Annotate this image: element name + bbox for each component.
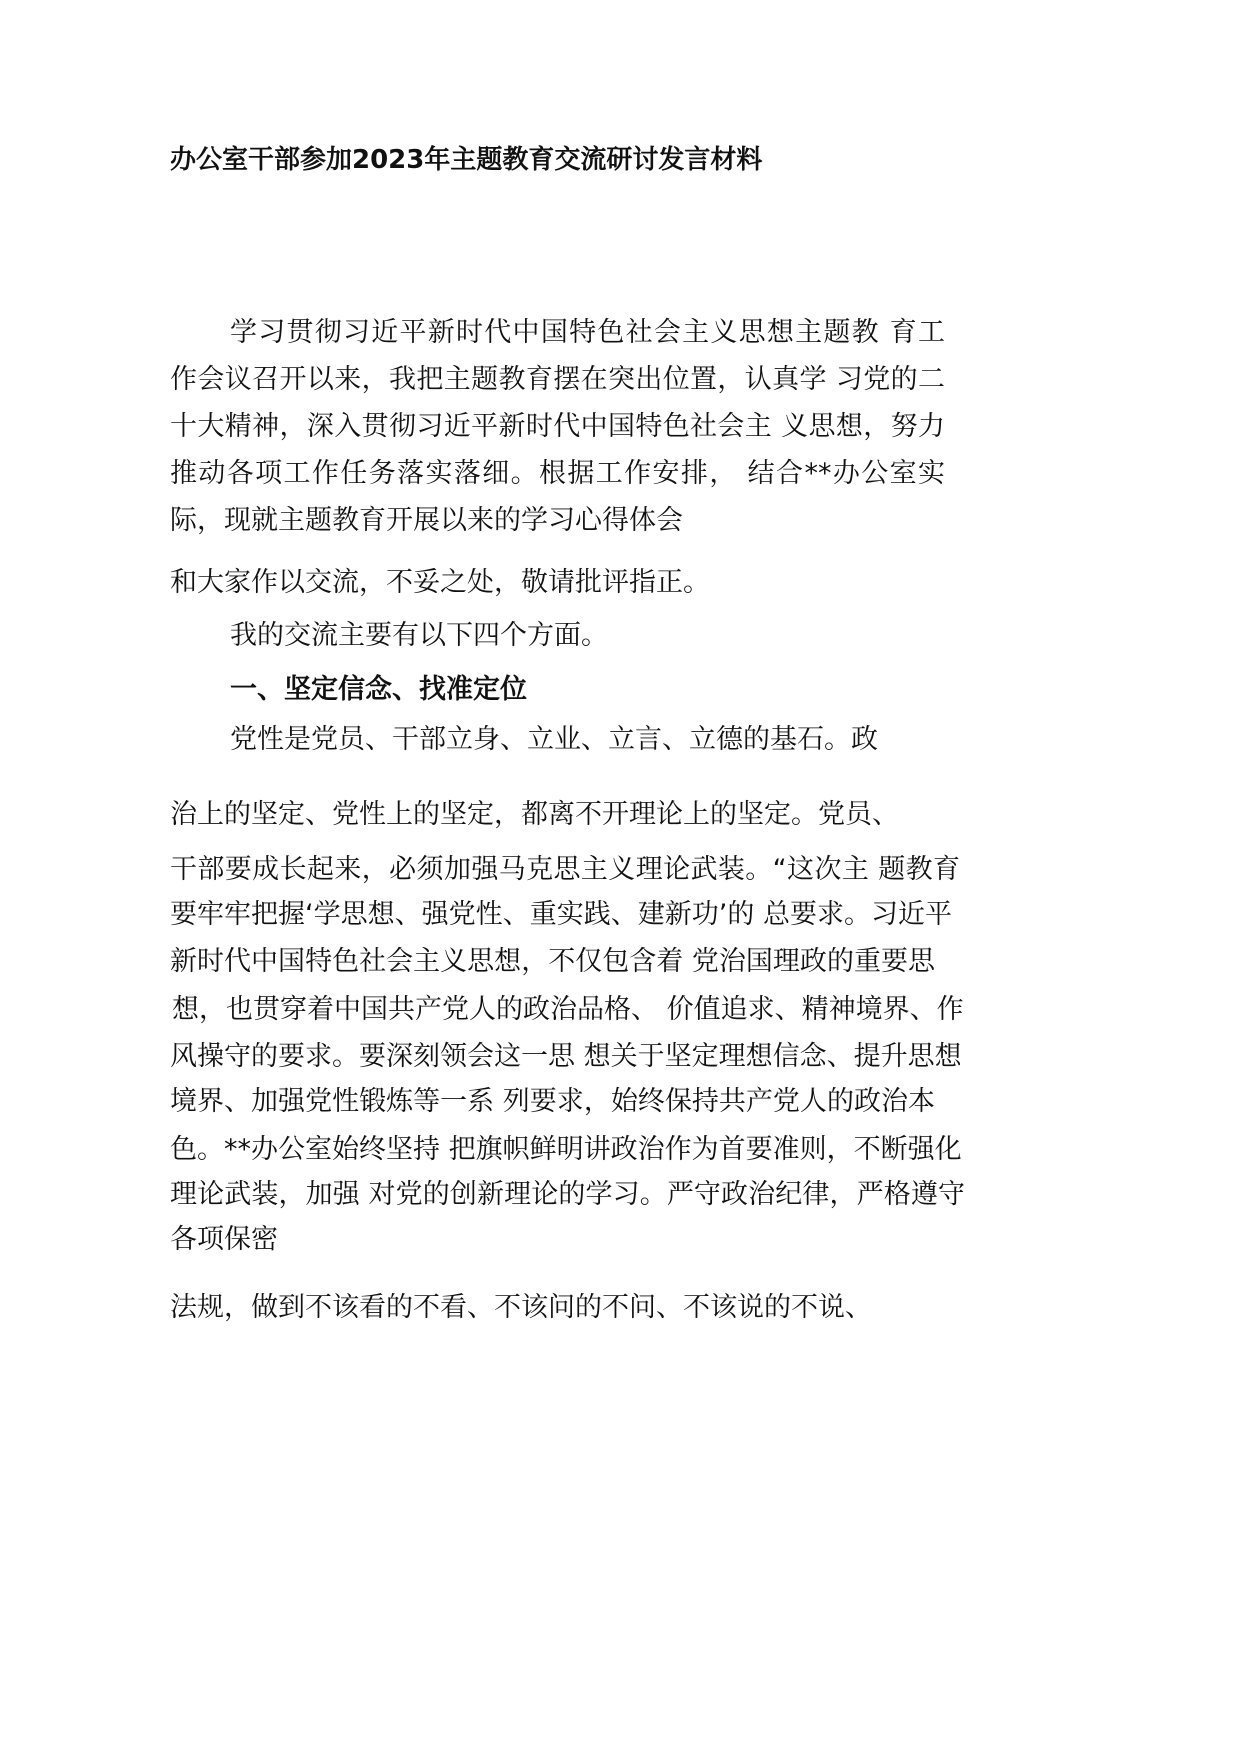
document-title: 办公室干部参加2023年主题教育交流研讨发言材料 (170, 145, 763, 175)
paragraph-line: 和大家作以交流，不妥之处，敬请批评指正。 (170, 567, 710, 598)
paragraph-line: 风操守的要求。要深刻领会这一思 想关于坚定理想信念、提升思想 (170, 1041, 962, 1072)
paragraph-line: 各项保密 (170, 1224, 278, 1255)
paragraph-line: 我的交流主要有以下四个方面。 (230, 620, 608, 651)
section-heading: 一、坚定信念、找准定位 (230, 674, 527, 705)
paragraph-line: 新时代中国特色社会主义思想，不仅包含着 党治国理政的重要思 (170, 946, 935, 977)
paragraph-line: 党性是党员、干部立身、立业、立言、立德的基石。政 (230, 724, 878, 755)
paragraph-line: 境界、加强党性锻炼等一系 列要求，始终保持共产党人的政治本 (170, 1086, 935, 1117)
paragraph-line: 干部要成长起来，必须加强马克思主义理论武装。“这次主 题教育 (170, 854, 960, 885)
paragraph-line: 理论武装，加强 对党的创新理论的学习。严守政治纪律，严格遵守 (170, 1179, 965, 1210)
paragraph-line: 际，现就主题教育开展以来的学习心得体会 (170, 505, 683, 536)
paragraph-line: 作会议召开以来，我把主题教育摆在突出位置，认真学 习党的二 (170, 364, 945, 395)
paragraph-line: 法规，做到不该看的不看、不该问的不问、不该说的不说、 (170, 1292, 872, 1323)
paragraph-line: 治上的坚定、党性上的坚定，都离不开理论上的坚定。党员、 (170, 799, 899, 830)
paragraph-line: 学习贯彻习近平新时代中国特色社会主义思想主题教 育工 (230, 317, 945, 348)
paragraph-line: 要牢牢把握‘学思想、强党性、重实践、建新功’的 总要求。习近平 (170, 899, 952, 930)
paragraph-line: 十大精神，深入贯彻习近平新时代中国特色社会主 义思想，努力 (170, 411, 945, 442)
paragraph-line: 色。**办公室始终坚持 把旗帜鲜明讲政治作为首要准则，不断强化 (170, 1134, 962, 1165)
paragraph-line: 推动各项工作任务落实落细。根据工作安排， 结合**办公室实 (170, 458, 945, 489)
paragraph-line: 想，也贯穿着中国共产党人的政治品格、 价值追求、精神境界、作 (172, 994, 964, 1025)
